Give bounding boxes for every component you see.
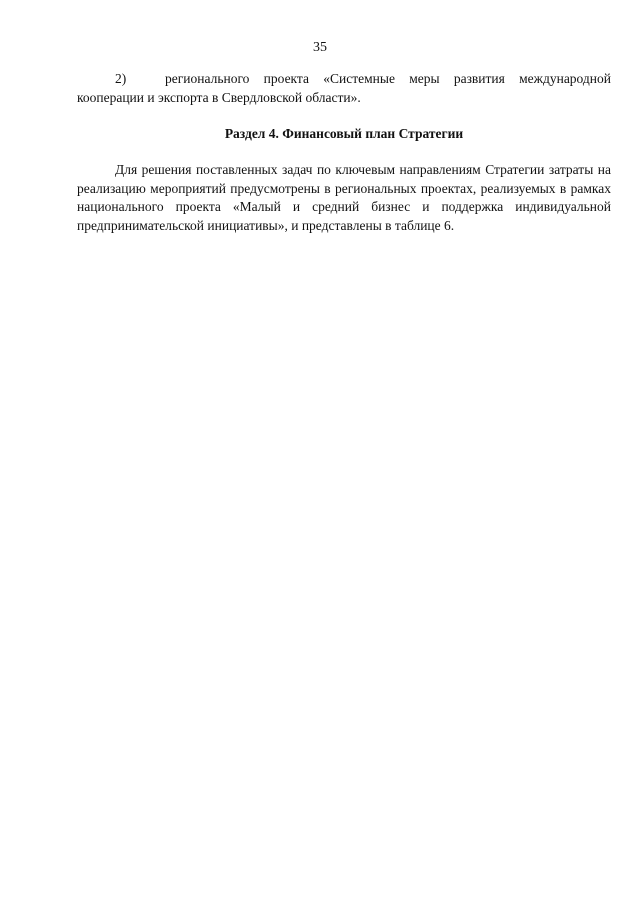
page-number: 35 [313,40,327,55]
section-paragraph: Для решения поставленных задач по ключевым направлениям Стратегии затраты на реализацию мероприятий предусмотрены в региональных проектах, реализуемых в рамках национального проекта «Малый и средний бизнес и поддержка индивидуальной предпринимательской инициативы», и представлены в таблице 6. [77,162,611,233]
list-item-2 [77,70,611,107]
list-item-text: регионального проекта «Системные меры развития международной кооперации и экспорта в Свердловской области». [77,71,611,105]
section-title: Раздел 4. Финансовый план Стратегии [224,126,464,141]
list-item-marker: 2) [115,71,127,86]
page-content [77,70,611,235]
